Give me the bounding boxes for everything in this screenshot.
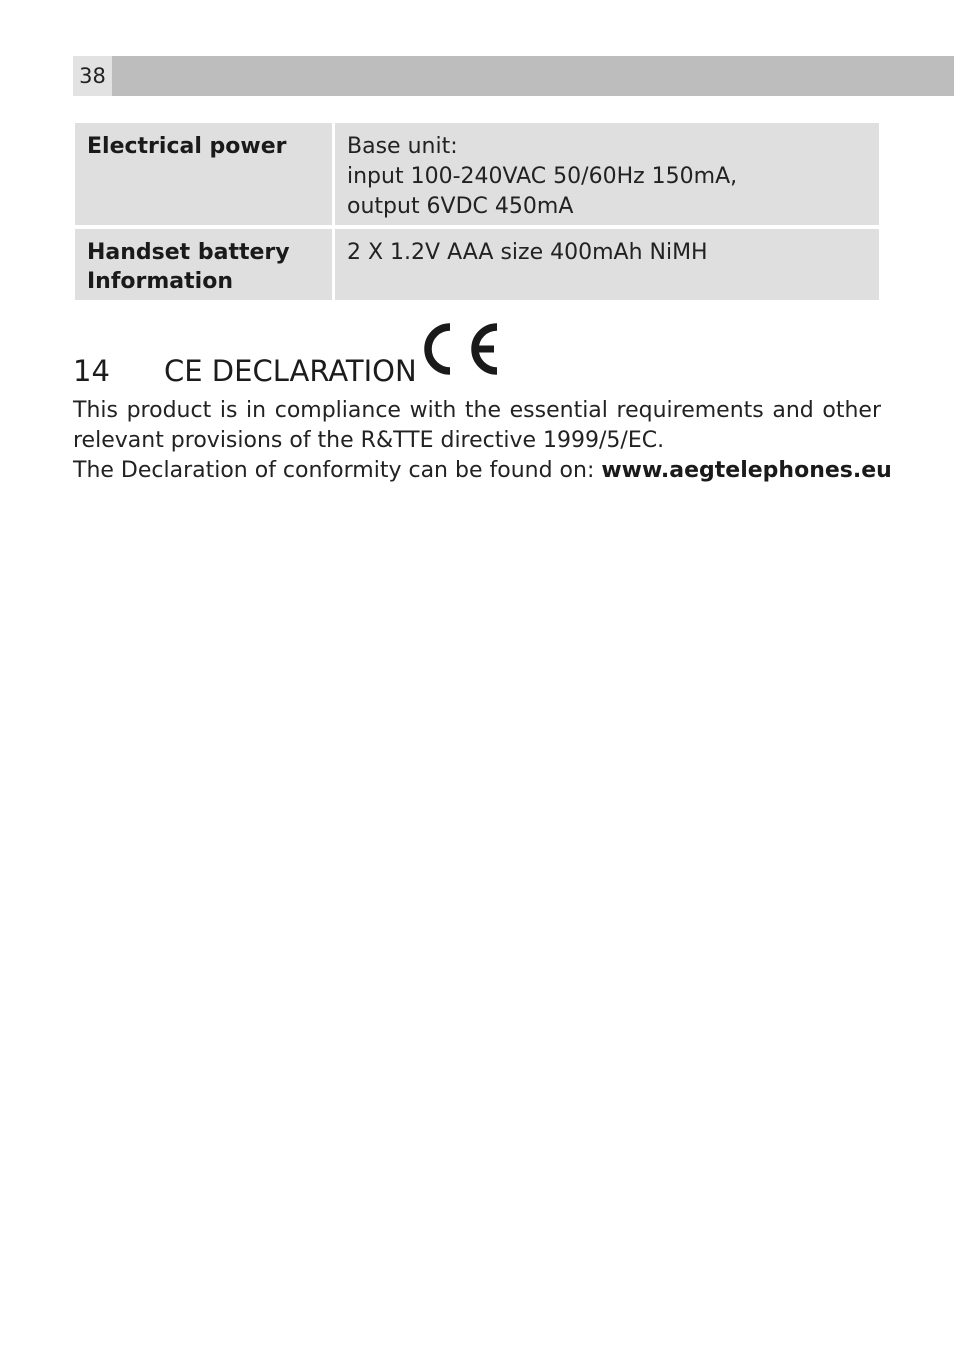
spec-label-electrical-power: Electrical power xyxy=(75,123,332,225)
compliance-paragraph: This product is in compliance with the essential requirements and other relevant provisions of the R&TTE directive 1999/5/EC. xyxy=(73,398,881,453)
section-heading xyxy=(73,322,503,388)
table-row xyxy=(75,123,879,225)
spec-value-line: Base unit: xyxy=(347,134,458,159)
spec-label-line: Information xyxy=(87,269,233,294)
page-number: 38 xyxy=(73,56,112,96)
header-bar xyxy=(73,56,954,96)
spec-table xyxy=(75,123,879,304)
conformity-paragraph xyxy=(73,456,892,486)
table-row xyxy=(75,229,879,300)
spec-value-electrical-power xyxy=(335,123,879,225)
spec-value-line: input 100-240VAC 50/60Hz 150mA, xyxy=(347,164,738,189)
website-link[interactable]: www.aegtelephones.eu xyxy=(601,458,892,483)
ce-mark-icon xyxy=(423,321,503,384)
spec-value-line: output 6VDC 450mA xyxy=(347,194,574,219)
spec-label-line: Handset battery xyxy=(87,240,290,265)
section-number: 14 xyxy=(73,354,110,388)
conformity-text: The Declaration of conformity can be found on: xyxy=(73,458,602,483)
section-body xyxy=(73,396,892,486)
section-title: CE DECLARATION xyxy=(164,354,417,388)
spec-label-handset-battery xyxy=(75,229,332,300)
spec-value-handset-battery: 2 X 1.2V AAA size 400mAh NiMH xyxy=(335,229,879,300)
